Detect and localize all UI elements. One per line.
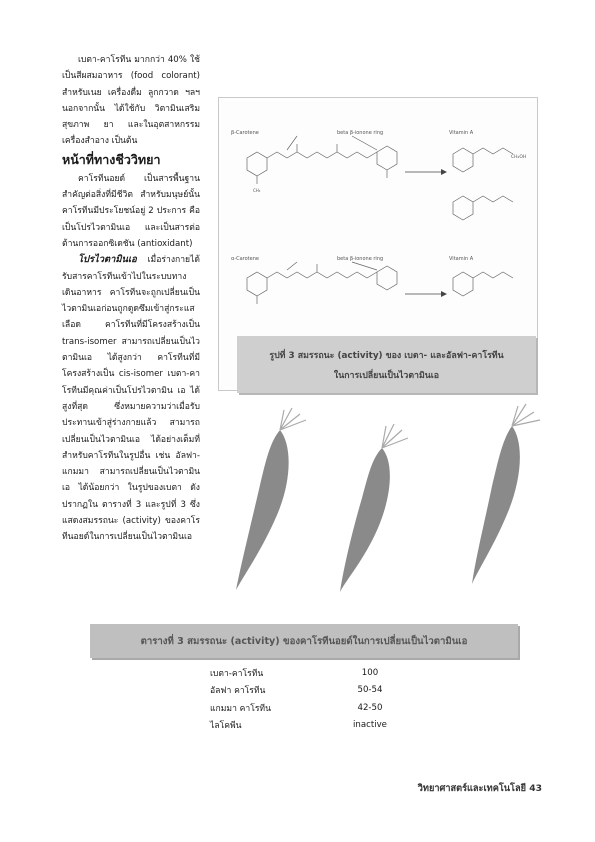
- activity-table-body: [210, 664, 400, 734]
- vitamin-a-structure-top: [453, 148, 513, 220]
- table-row: [210, 717, 400, 735]
- beta-ionone-ring-label-top: beta β-ionone ring: [337, 130, 384, 136]
- vitamin-a-label-top: Vitamin A: [449, 130, 474, 136]
- table-row: [210, 682, 400, 700]
- provitamin-paragraph: [62, 252, 200, 545]
- hydroxyl-group-label: CH₂OH: [511, 155, 527, 160]
- methyl-label: CH₃: [253, 188, 261, 193]
- provitamin-text: เมื่อร่างกายได้รับสารคาโรทีนเข้าไปในระบบทางเดินอาหาร คาโรทีนจะถูกเปลี่ยนเป็นไวตามินเอก่อนถูกดูดซึมเข้าสู่กระแสเลือด คาโรทีนที่มีโครงสร้างเป็น trans-isomer สามารถเปลี่ยนเป็นไวตามินเอ ได้สูงกว่า คาโรทีนที่มีโครงสร้างเป็น cis-isomer เบตา-คาโรทีนมีคุณค่าเป็นโปรไวตามิน เอ ได้สูงที่สุด ซึ่งหมายความว่าเมื่อรับประทานเข้าสู่ร่างกายแล้ว สามารถเปลี่ยนเป็นไวตามินเอ ได้อย่างเต็มที่ สำหรับคาโรทีนในรูปอื่น เช่น อัลฟา-แกมมา สามารถเปลี่ยนเป็นไวตามินเอ ได้น้อยกว่า ในรูปของเบตา ดังปรากฏใน ตารางที่ 3 และรูปที่ 3 ซึ่ง แสดงสมรรถนะ (activity) ของคาโรทีนอยด์ในการเปลี่ยนเป็นไวตามินเอ: [62, 255, 200, 543]
- vitamin-a-structure-bottom: [453, 272, 513, 296]
- biology-paragraph: คาโรทีนอยด์ เป็นสารพื้นฐานสำคัญต่อสิ่งที่มีชีวิต สำหรับมนุษย์นั้น คาโรทีนมีประโยชน์อยู่ 2 ประการ คือ เป็นโปรไวตามินเอ และเป็นสารต่อต้านการออกซิเดชัน (antioxidant): [62, 173, 200, 249]
- journal-name: วิทยาศาสตร์และเทคโนโลยี: [417, 783, 526, 794]
- carrots-illustration: [222, 400, 562, 600]
- left-text-column: [62, 52, 200, 546]
- figure-caption-line-1: รูปที่ 3 สมรรถนะ (activity) ของ เบตา- และอัลฟา-คาโรทีน: [269, 350, 504, 361]
- table-title: ตารางที่ 3 สมรรถนะ (activity) ของคาโรทีนอยด์ในการเปลี่ยนเป็นไวตามินเอ: [90, 624, 518, 658]
- figure-caption: [237, 336, 536, 393]
- beta-ionone-ring-label-bottom: beta β-ionone ring: [337, 256, 384, 262]
- beta-carotene-label: β-Carotene: [231, 130, 259, 136]
- carrot-image-3: [472, 404, 540, 584]
- row-carotenoid-name: อัลฟา คาโรทีน: [210, 686, 266, 697]
- page-number: 43: [529, 783, 542, 794]
- row-activity-value: inactive: [353, 720, 387, 731]
- beta-carotene-structure: [247, 136, 397, 184]
- vitamin-a-label-bottom: Vitamin A: [449, 256, 474, 262]
- carrot-image-1: [236, 408, 306, 590]
- conversion-arrowhead-top: [441, 169, 447, 175]
- row-activity-value: 100: [361, 667, 379, 678]
- section-heading: หน้าที่ทางชีววิทยา: [62, 151, 161, 167]
- row-carotenoid-name: เบตา-คาโรทีน: [210, 668, 264, 679]
- row-carotenoid-name: ไลโคพีน: [210, 721, 242, 732]
- row-carotenoid-name: แกมมา คาโรทีน: [210, 703, 271, 714]
- alpha-carotene-label: α-Carotene: [231, 256, 259, 262]
- carrot-image-2: [340, 424, 408, 592]
- chemical-structures-diagram: [227, 128, 529, 368]
- table-row: [210, 699, 400, 717]
- row-activity-value: 50-54: [357, 685, 383, 696]
- activity-table: [210, 664, 400, 734]
- conversion-arrowhead-bottom: [441, 291, 447, 297]
- table-row: [210, 664, 400, 682]
- provitamin-subheading: โปรไวตามินเอ: [78, 254, 137, 266]
- intro-paragraph: เบตา-คาโรทีน มากกว่า 40% ใช้เป็นสีผสมอาหาร (food colorant) สำหรับเนย เครื่องดื่ม ลูกกวาด ฯลฯ นอกจากนั้น ได้ใช้กับ วิตามินเสริม สุขภาพ ยา และในอุตสาหกรรม เครื่องสำอาง เป็นต้น: [62, 55, 200, 147]
- figure-caption-line-2: ในการเปลี่ยนเป็นไวตามินเอ: [333, 370, 440, 381]
- row-activity-value: 42-50: [357, 702, 383, 713]
- alpha-carotene-structure: [247, 262, 397, 304]
- page-footer: [392, 781, 542, 796]
